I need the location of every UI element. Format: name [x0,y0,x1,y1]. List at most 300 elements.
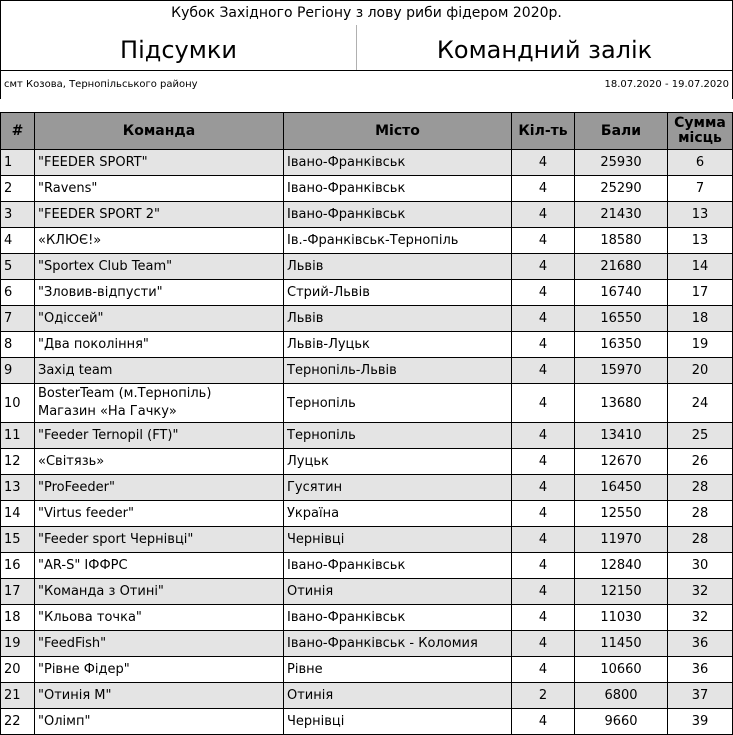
row-number-cell[interactable] [1,254,35,280]
count-cell-text: 4 [538,532,548,547]
team-cell[interactable] [35,176,284,202]
team-cell[interactable] [35,501,284,527]
points-cell-text: 25930 [600,155,642,170]
city-cell-text: Отинія [287,584,334,599]
city-cell-text: Україна [287,506,340,521]
headings-row [0,25,733,71]
sum-places-cell[interactable] [668,579,733,605]
competition-title: Кубок Західного Регіону з лову риби фідером 2020р. [0,0,733,25]
col-header-number[interactable]: # [1,113,35,150]
count-cell[interactable] [512,423,575,449]
points-cell[interactable] [575,358,668,384]
team-cell[interactable] [35,332,284,358]
row-number-cell[interactable] [1,579,35,605]
points-cell-text: 11450 [600,636,642,651]
row-number-cell[interactable] [1,657,35,683]
count-cell-text: 4 [538,207,548,222]
team-cell-text: "FEEDER SPORT" [38,154,148,170]
count-cell[interactable] [512,280,575,306]
table-row [1,709,733,735]
team-cell[interactable] [35,449,284,475]
city-cell[interactable] [284,449,512,475]
sum-places-cell-text: 14 [691,259,709,274]
points-cell[interactable] [575,605,668,631]
table-row [1,475,733,501]
points-cell[interactable] [575,657,668,683]
count-cell[interactable] [512,709,575,735]
sum-places-cell[interactable] [668,202,733,228]
sum-places-cell[interactable] [668,228,733,254]
team-cell[interactable] [35,579,284,605]
row-number-cell[interactable] [1,384,35,423]
sum-places-cell-text: 13 [691,207,709,222]
city-cell[interactable] [284,150,512,176]
city-cell-text: Івано-Франківськ - Коломия [287,636,478,651]
count-cell[interactable] [512,202,575,228]
venue-label: смт Козова, Тернопільського району [4,79,198,90]
points-cell-text: 13410 [600,428,642,443]
col-header-city[interactable]: Місто [284,113,512,150]
team-cell-text: "AR-S" ІФФРС [38,557,128,573]
row-number-cell-text: 8 [4,337,13,352]
count-cell-text: 4 [538,662,548,677]
points-cell[interactable] [575,332,668,358]
count-cell[interactable] [512,150,575,176]
points-cell-text: 12150 [600,584,642,599]
sum-places-cell-text: 18 [691,311,709,326]
points-cell[interactable] [575,527,668,553]
row-number-cell-text: 14 [4,506,21,521]
row-number-cell[interactable] [1,449,35,475]
points-cell[interactable] [575,683,668,709]
points-cell[interactable] [575,449,668,475]
count-cell[interactable] [512,475,575,501]
table-row [1,254,733,280]
sum-places-cell[interactable] [668,449,733,475]
count-cell-text: 4 [538,480,548,495]
sum-places-cell-text: 36 [691,636,709,651]
sum-places-cell[interactable] [668,683,733,709]
row-number-cell-text: 22 [4,714,21,729]
row-number-cell[interactable] [1,358,35,384]
team-cell-text: «Світязь» [38,453,105,469]
row-number-cell[interactable] [1,228,35,254]
city-cell-text: Тернопіль [287,428,356,443]
team-cell[interactable] [35,306,284,332]
table-row [1,553,733,579]
team-cell-text: "Два покоління" [38,336,149,352]
points-cell-text: 12840 [600,558,642,573]
table-row [1,605,733,631]
row-number-cell-text: 12 [4,454,21,469]
row-number-cell-text: 3 [4,207,13,222]
team-cell[interactable] [35,527,284,553]
sum-places-cell[interactable] [668,553,733,579]
table-row [1,280,733,306]
points-cell-text: 21680 [600,259,642,274]
city-cell[interactable] [284,709,512,735]
team-cell[interactable] [35,280,284,306]
points-cell[interactable] [575,709,668,735]
row-number-cell[interactable] [1,176,35,202]
count-cell[interactable] [512,501,575,527]
row-number-cell-text: 9 [4,363,13,378]
col-header-count[interactable]: Кіл-ть [512,113,575,150]
row-number-cell-text: 7 [4,311,13,326]
table-row [1,657,733,683]
points-cell[interactable] [575,150,668,176]
count-cell-text: 4 [538,428,548,443]
team-cell-text: "FEEDER SPORT 2" [38,206,161,222]
row-number-cell-text: 21 [4,688,21,703]
team-cell[interactable] [35,202,284,228]
row-number-cell[interactable] [1,280,35,306]
points-cell[interactable] [575,423,668,449]
sum-places-cell[interactable] [668,657,733,683]
sum-places-cell[interactable] [668,306,733,332]
points-cell-text: 10660 [600,662,642,677]
city-cell[interactable] [284,332,512,358]
sum-places-cell-text: 20 [691,363,709,378]
row-number-cell-text: 1 [4,155,13,170]
row-number-cell-text: 17 [4,584,21,599]
col-header-team[interactable]: Команда [35,113,284,150]
count-cell-text: 4 [538,395,548,411]
row-number-cell[interactable] [1,202,35,228]
team-cell-text: Захід team [38,362,113,378]
table-row [1,358,733,384]
city-cell-text: Луцьк [287,454,329,469]
points-cell[interactable] [575,579,668,605]
team-cell-text: "Кльова точка" [38,609,142,625]
city-cell-text: Івано-Франківськ [287,558,406,573]
city-cell-text: Івано-Франківськ [287,610,406,625]
sum-places-cell-text: 28 [691,480,709,495]
team-cell-text: "Отинія М" [38,687,112,703]
city-cell[interactable] [284,358,512,384]
row-number-cell-text: 18 [4,610,21,625]
row-number-cell[interactable] [1,306,35,332]
count-cell[interactable] [512,683,575,709]
sum-places-cell[interactable] [668,254,733,280]
col-header-points[interactable]: Бали [575,113,668,150]
sum-places-cell-text: 39 [691,714,709,729]
city-cell[interactable] [284,657,512,683]
count-cell[interactable] [512,553,575,579]
count-cell-text: 2 [538,688,548,703]
points-cell-text: 16350 [600,337,642,352]
row-number-cell[interactable] [1,709,35,735]
points-cell[interactable] [575,176,668,202]
team-cell-text: "Зловив-відпусти" [38,284,163,300]
sum-places-cell[interactable] [668,176,733,202]
row-number-cell-text: 4 [4,233,13,248]
results-table [0,112,733,735]
points-cell[interactable] [575,501,668,527]
count-cell-text: 4 [538,558,548,573]
city-cell[interactable] [284,605,512,631]
row-number-cell[interactable] [1,527,35,553]
city-cell[interactable] [284,683,512,709]
city-cell-text: Львів [287,259,324,274]
row-number-cell[interactable] [1,605,35,631]
city-cell-text: Ів.-Франківськ-Тернопіль [287,233,459,248]
count-cell[interactable] [512,306,575,332]
count-cell-text: 4 [538,636,548,651]
table-row [1,202,733,228]
sum-places-cell-text: 28 [691,506,709,521]
team-cell-text: "Virtus feeder" [38,505,134,521]
city-cell[interactable] [284,254,512,280]
count-cell[interactable] [512,449,575,475]
count-cell[interactable] [512,228,575,254]
count-cell-text: 4 [538,285,548,300]
count-cell-text: 4 [538,233,548,248]
points-cell[interactable] [575,254,668,280]
city-cell[interactable] [284,501,512,527]
points-cell-text: 16450 [600,480,642,495]
points-cell-text: 16550 [600,311,642,326]
city-cell[interactable] [284,475,512,501]
row-number-cell[interactable] [1,475,35,501]
points-cell[interactable] [575,202,668,228]
sum-places-cell-text: 32 [691,610,709,625]
team-cell[interactable] [35,475,284,501]
row-number-cell-text: 15 [4,532,21,547]
count-cell[interactable] [512,579,575,605]
table-row [1,384,733,423]
points-cell-text: 18580 [600,233,642,248]
team-cell-text: "Одіссей" [38,310,104,326]
row-number-cell-text: 19 [4,636,21,651]
city-cell-text: Івано-Франківськ [287,155,406,170]
row-number-cell-text: 2 [4,181,13,196]
team-cell[interactable] [35,553,284,579]
team-cell[interactable] [35,631,284,657]
points-cell-text: 9660 [604,714,638,729]
sum-places-cell-text: 37 [691,688,709,703]
table-row [1,631,733,657]
points-cell-text: 16740 [600,285,642,300]
count-cell-text: 4 [538,337,548,352]
sum-places-cell-text: 7 [695,181,705,196]
sum-places-cell[interactable] [668,527,733,553]
dates-label: 18.07.2020 - 19.07.2020 [604,79,729,90]
city-cell[interactable] [284,423,512,449]
points-cell-text: 21430 [600,207,642,222]
count-cell-text: 4 [538,610,548,625]
row-number-cell[interactable] [1,501,35,527]
row-number-cell[interactable] [1,553,35,579]
row-number-cell[interactable] [1,631,35,657]
team-cell-text: "ProFeeder" [38,479,115,495]
city-cell[interactable] [284,306,512,332]
team-cell-text: «КЛЮЄ!» [38,232,102,248]
city-cell-text: Отинія [287,688,334,703]
col-header-sum-places[interactable]: Сумма місць [668,113,733,150]
points-cell[interactable] [575,280,668,306]
team-cell-text: "Команда з Отині" [38,583,164,599]
count-cell-text: 4 [538,714,548,729]
row-number-cell-text: 13 [4,480,21,495]
points-cell[interactable] [575,553,668,579]
sum-places-cell-text: 36 [691,662,709,677]
team-cell-text: "Sportex Club Team" [38,258,173,274]
row-number-cell-text: 16 [4,558,21,573]
table-row [1,306,733,332]
points-cell-text: 11030 [600,610,642,625]
count-cell[interactable] [512,631,575,657]
table-row [1,150,733,176]
team-cell-text: "Олімп" [38,713,91,729]
sum-places-cell-text: 17 [691,285,709,300]
row-number-cell[interactable] [1,423,35,449]
city-cell[interactable] [284,228,512,254]
team-standings-heading: Командний залік [436,36,653,64]
row-number-cell-text: 6 [4,285,13,300]
sum-places-cell-text: 26 [691,454,709,469]
count-cell[interactable] [512,605,575,631]
city-cell-text: Тернопіль-Львів [287,363,397,378]
city-cell[interactable] [284,527,512,553]
points-cell-text: 11970 [600,532,642,547]
sum-places-cell[interactable] [668,280,733,306]
city-cell-text: Львів [287,311,324,326]
table-row [1,683,733,709]
team-cell[interactable] [35,423,284,449]
count-cell-text: 4 [538,584,548,599]
team-cell[interactable] [35,683,284,709]
count-cell-text: 4 [538,454,548,469]
team-cell[interactable] [35,709,284,735]
count-cell-text: 4 [538,155,548,170]
city-cell-text: Івано-Франківськ [287,207,406,222]
results-heading: Підсумки [1,25,357,70]
count-cell-text: 4 [538,259,548,274]
count-cell[interactable] [512,176,575,202]
count-cell[interactable] [512,358,575,384]
table-row [1,228,733,254]
sum-places-cell[interactable] [668,501,733,527]
city-cell-text: Івано-Франківськ [287,181,406,196]
team-cell-text: "Feeder sport Чернівці" [38,531,194,547]
sum-places-cell[interactable] [668,332,733,358]
team-cell-text: "Рівне Фідер" [38,661,130,677]
sum-places-cell-text: 28 [691,532,709,547]
city-cell-text: Гусятин [287,480,343,495]
row-number-cell[interactable] [1,150,35,176]
sum-places-cell-text: 25 [691,428,709,443]
city-cell-text: Чернівці [287,532,345,547]
table-row [1,332,733,358]
team-cell-text: BosterTeam (м.Тернопіль) Магазин «На Гачку» [38,386,212,419]
team-cell-text: "Feeder Ternopil (FT)" [38,427,179,443]
sum-places-cell-text: 19 [691,337,709,352]
count-cell[interactable] [512,527,575,553]
count-cell[interactable] [512,332,575,358]
sum-places-cell[interactable] [668,475,733,501]
row-number-cell-text: 11 [4,428,21,443]
row-number-cell[interactable] [1,332,35,358]
points-cell-text: 15970 [600,363,642,378]
team-cell[interactable] [35,384,284,423]
count-cell[interactable] [512,657,575,683]
city-cell-text: Львів-Луцьк [287,337,370,352]
team-cell[interactable] [35,254,284,280]
city-cell-text: Рівне [287,662,323,677]
sum-places-cell-text: 32 [691,584,709,599]
table-row [1,527,733,553]
team-cell-text: "Ravens" [38,180,98,196]
city-cell[interactable] [284,631,512,657]
team-cell[interactable] [35,657,284,683]
header-row [1,113,733,150]
points-cell-text: 25290 [600,181,642,196]
sum-places-cell[interactable] [668,631,733,657]
table-row [1,176,733,202]
city-cell-text: Стрий-Львів [287,285,370,300]
team-cell[interactable] [35,358,284,384]
count-cell-text: 4 [538,506,548,521]
team-cell[interactable] [35,150,284,176]
row-number-cell-text: 20 [4,662,21,677]
points-cell[interactable] [575,228,668,254]
sum-places-cell-text: 30 [691,558,709,573]
sum-places-cell-text: 13 [691,233,709,248]
sum-places-cell[interactable] [668,150,733,176]
sum-places-cell[interactable] [668,384,733,423]
points-cell-text: 12670 [600,454,642,469]
city-cell[interactable] [284,280,512,306]
points-cell-text: 12550 [600,506,642,521]
count-cell-text: 4 [538,181,548,196]
city-cell[interactable] [284,553,512,579]
sum-places-cell-text: 24 [691,395,709,411]
points-cell[interactable] [575,384,668,423]
city-cell[interactable] [284,384,512,423]
table-row [1,423,733,449]
city-cell[interactable] [284,579,512,605]
city-cell-text: Тернопіль [287,395,356,411]
sum-places-cell-text: 6 [695,155,705,170]
count-cell-text: 4 [538,311,548,326]
team-cell[interactable] [35,228,284,254]
table-row [1,579,733,605]
count-cell[interactable] [512,254,575,280]
row-number-cell-text: 5 [4,259,13,274]
table-row [1,449,733,475]
team-cell-text: "FeedFish" [38,635,107,651]
row-number-cell[interactable] [1,683,35,709]
points-cell[interactable] [575,631,668,657]
city-cell[interactable] [284,202,512,228]
city-cell-text: Чернівці [287,714,345,729]
points-cell-text: 13680 [600,395,642,411]
sum-places-cell[interactable] [668,605,733,631]
sum-places-cell[interactable] [668,423,733,449]
table-row [1,501,733,527]
city-cell[interactable] [284,176,512,202]
team-cell[interactable] [35,605,284,631]
count-cell-text: 4 [538,363,548,378]
points-cell[interactable] [575,306,668,332]
row-number-cell-text: 10 [4,395,21,411]
sum-places-cell[interactable] [668,358,733,384]
points-cell[interactable] [575,475,668,501]
sum-places-cell[interactable] [668,709,733,735]
points-cell-text: 6800 [604,688,638,703]
count-cell[interactable] [512,384,575,423]
